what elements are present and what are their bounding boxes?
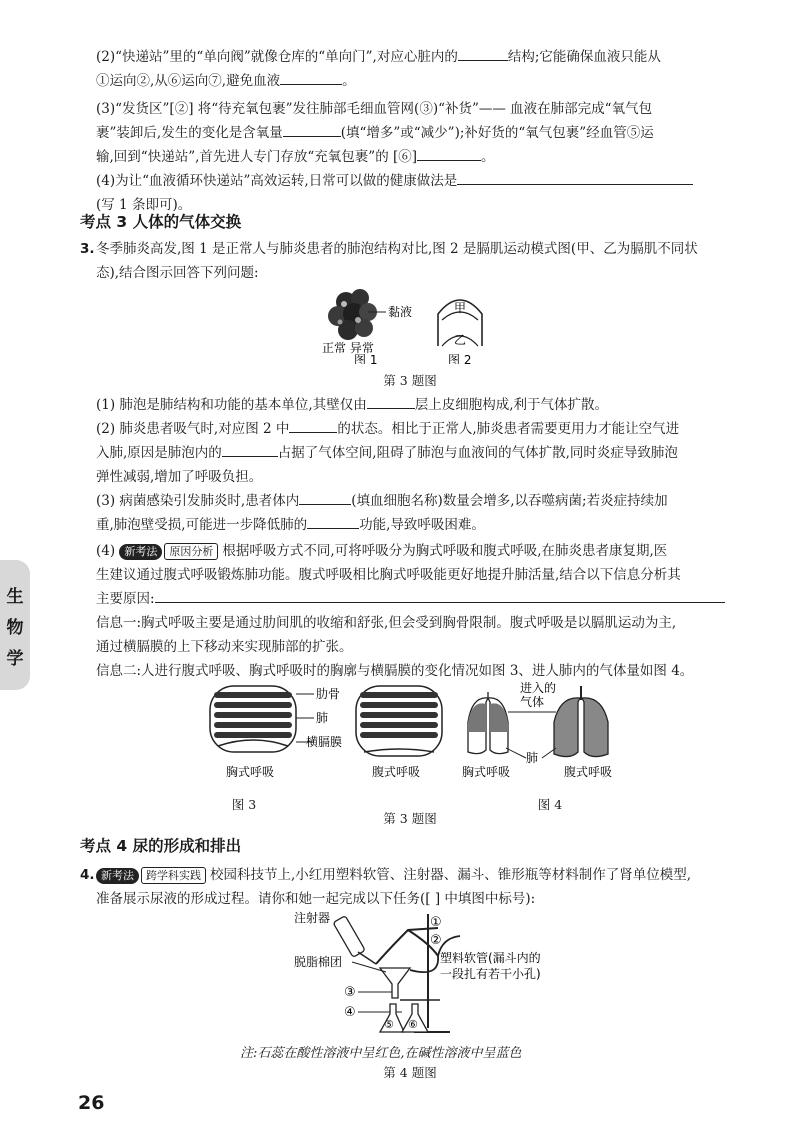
side-tab-char-3: 学 [6, 648, 24, 669]
q4-intro-line2: 准备展示尿液的形成过程。请你和她一起完成以下任务([ ] 中填图中标号): [96, 891, 536, 907]
label-2: ② [430, 933, 442, 948]
alveoli-cluster-icon [328, 289, 386, 340]
fig3-rib-label: 肋骨 [316, 687, 341, 701]
abdominal-breathing-ribcage-icon [356, 686, 442, 756]
page-number: 26 [78, 1092, 105, 1114]
q3-figure-3-4 [190, 682, 650, 792]
answer-blank[interactable] [367, 394, 415, 409]
q3-part1: (1) 肺泡是肺结构和功能的基本单位,其壁仅由 层上皮细胞构成,利于气体扩散。 [96, 394, 746, 416]
q3-intro-line2: 态),结合图示回答下列问题: [96, 265, 259, 281]
section-4-heading: 考点 4 尿的形成和排出 [80, 837, 242, 855]
q3-intro-line1: 冬季肺炎高发,图 1 是正常人与肺炎患者的肺泡结构对比,图 2 是膈肌运动模式图(甲、乙为膈肌不同状 [96, 241, 698, 257]
fig3-chest-label: 胸式呼吸 [226, 765, 275, 779]
fig2-jia-label: 甲 [454, 301, 467, 315]
q3-part2-line2: 入肺,原因是肺泡内的 占据了气体空间,阻碍了肺泡与血液间的气体扩散,同时炎症导致肺泡 [96, 442, 746, 464]
label-4: ④ [344, 1005, 356, 1020]
fig2-caption: 图 2 [448, 353, 472, 364]
answer-blank[interactable] [289, 418, 337, 433]
fig4-lung-label: 肺 [526, 751, 539, 765]
answer-blank[interactable] [155, 588, 725, 603]
fig1-mucus-label: 黏液 [388, 305, 413, 319]
fig1-normal-abnormal-label: 正常 异常 [322, 341, 374, 355]
interdisciplinary-tag: 跨学科实践 [141, 867, 206, 884]
q2-part3-line1: (3)“发货区”[②] 将“待充氧包裹”发往肺部毛细血管网(③)“补货”—— 血液在肺部完成“氧气包 [96, 101, 653, 117]
section-3-heading: 考点 3 人体的气体交换 [80, 213, 242, 231]
fig3-caption: 图 3 [231, 797, 257, 812]
q4-intro-line1: 新考法 跨学科实践 校园科技节上,小红用塑料软管、注射器、漏斗、锥形瓶等材料制作了肾单位模型, [96, 864, 746, 886]
fig2-yi-label: 乙 [454, 333, 467, 347]
chest-breathing-ribcage-icon [210, 686, 296, 752]
q3-number: 3. [80, 241, 95, 257]
funnel-icon [380, 968, 410, 998]
lungs-chest-breathing-icon [468, 692, 508, 754]
q2-part4-line1: (4)为让“血液循环快递站”高效运转,日常可以做的健康做法是 [96, 170, 746, 192]
fig4-air-label-2: 气体 [520, 695, 545, 709]
answer-blank[interactable] [280, 70, 342, 85]
cotton-label: 脱脂棉团 [294, 955, 343, 969]
fig4-abdominal-label: 腹式呼吸 [564, 765, 613, 779]
side-tab-char-1: 生 [6, 586, 24, 607]
info2-line: 信息二:人进行腹式呼吸、胸式呼吸时的胸廓与横膈膜的变化情况如图 3、进人肺内的气体量如图 4。 [96, 663, 694, 679]
answer-blank[interactable] [299, 490, 351, 505]
tube-label-2: 一段扎有若干小孔) [440, 967, 541, 981]
syringe-label: 注射器 [294, 911, 331, 925]
q3-figure-caption: 第 3 题图 [383, 373, 437, 388]
analysis-tag: 原因分析 [164, 543, 218, 560]
q3-part3-line2: 重,肺泡壁受损,可能进一步降低肺的 功能,导致呼吸困难。 [96, 514, 746, 536]
q3-figure-1-2 [320, 284, 510, 364]
tube-label-1: 塑料软管(漏斗内的 [440, 951, 541, 965]
q3-part4-line2: 生建议通过腹式呼吸锻炼肺功能。腹式呼吸相比胸式呼吸能更好地提升肺活量,结合以下信息分析其 [96, 567, 681, 583]
q3-part4-line1: (4) 新考法 原因分析 根据呼吸方式不同,可将呼吸分为胸式呼吸和腹式呼吸,在肺炎患者康复期,医 [96, 543, 668, 559]
q2-part2-line2: ①运向②,从⑥运向⑦,避免血液 。 [96, 70, 746, 92]
q3-part3-line1: (3) 病菌感染引发肺炎时,患者体内 (填血细胞名称)数量会增多,以吞噬病菌;若炎症持续加 [96, 490, 746, 512]
lungs-abdominal-breathing-icon [554, 686, 608, 757]
fig3-lung-label: 肺 [316, 711, 329, 725]
info1-line2: 通过横膈膜的上下移动来实现肺部的扩张。 [96, 639, 353, 655]
fig3-diaphragm-label: 横膈膜 [306, 735, 343, 749]
q4-figure-caption: 第 4 题图 [383, 1065, 437, 1080]
label-5: ⑤ [384, 1018, 394, 1031]
answer-blank[interactable] [307, 514, 359, 529]
fig3-abdominal-label: 腹式呼吸 [372, 765, 421, 779]
side-tab-char-2: 物 [6, 617, 24, 638]
new-method-tag: 新考法 [119, 544, 162, 560]
fig4-air-label: 进入的 [520, 682, 557, 695]
answer-blank[interactable] [283, 122, 341, 137]
label-6: ⑥ [408, 1018, 418, 1031]
q4-note: 注:石蕊在酸性溶液中呈红色,在碱性溶液中呈蓝色 [240, 1046, 522, 1061]
label-1: ① [430, 915, 442, 930]
answer-blank[interactable] [458, 46, 508, 61]
q3-part4-line3: 主要原因: [96, 588, 746, 610]
answer-blank[interactable] [417, 146, 481, 161]
info1-line1: 信息一:胸式呼吸主要是通过肋间肌的收缩和舒张,但会受到胸骨限制。腹式呼吸是以膈肌运动为主, [96, 615, 677, 631]
subject-side-tab [0, 560, 30, 690]
q3-part2-line3: 弹性减弱,增加了呼吸负担。 [96, 469, 263, 485]
kidney-unit-model-figure [290, 908, 580, 1040]
answer-blank[interactable] [457, 170, 693, 185]
fig4-chest-label: 胸式呼吸 [462, 765, 511, 779]
fig4-caption: 图 4 [537, 797, 563, 812]
label-3: ③ [344, 985, 356, 1000]
q2-part4-line2: (写 1 条即可)。 [96, 197, 192, 213]
q3-figure-caption-2: 第 3 题图 [383, 811, 437, 826]
q4-number: 4. [80, 867, 95, 883]
q2-part2-line1: (2)“快递站”里的“单向阀”就像仓库的“单向门”,对应心脏内的 结构;它能确保血液只能从 [96, 46, 746, 68]
answer-blank[interactable] [222, 442, 278, 457]
q2-part3-line3: 输,回到“快递站”,首先进人专门存放“充氧包裹”的 [⑥] 。 [96, 146, 746, 168]
q3-part2-line1: (2) 肺炎患者吸气时,对应图 2 中 的状态。相比于正常人,肺炎患者需要更用力才能让空气进 [96, 418, 746, 440]
q2-part3-line2: 裹”装卸后,发生的变化是含氧量 (填“增多”或“减少”);补好货的“氧气包裹”经血管⑤运 [96, 122, 746, 144]
fig1-caption: 图 1 [354, 353, 378, 364]
new-method-tag: 新考法 [96, 868, 139, 884]
